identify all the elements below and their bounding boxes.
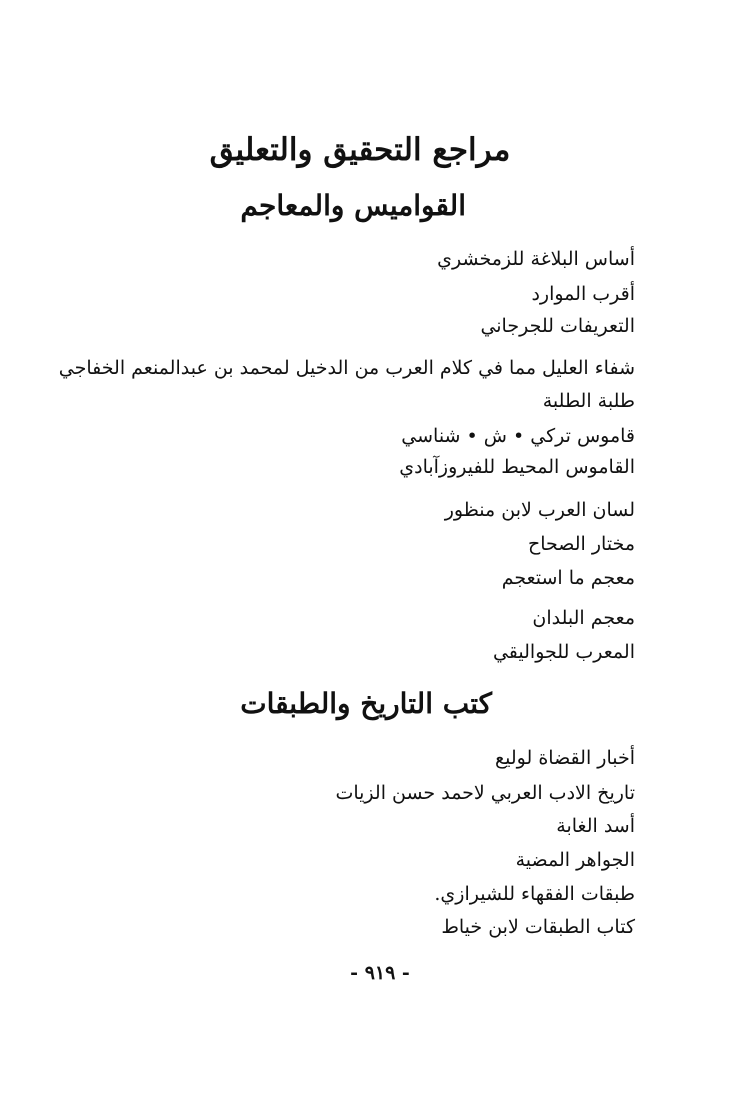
reference-entry: القاموس المحيط للفيروزآبادي (399, 456, 635, 478)
section-title-history: كتب التاريخ والطبقات (240, 687, 492, 720)
reference-entry: أسد الغابة (556, 815, 635, 837)
reference-entry: شفاء العليل مما في كلام العرب من الدخيل لمحمد بن عبدالمنعم الخفاجي (58, 357, 635, 379)
reference-entry: أساس البلاغة للزمخشري (437, 248, 635, 270)
reference-entry: الجواهر المضية (515, 849, 635, 871)
page-title: مراجع التحقيق والتعليق (209, 132, 511, 168)
section-title-dictionaries: القواميس والمعاجم (240, 189, 466, 222)
reference-entry: مختار الصحاح (527, 533, 635, 555)
reference-entry: التعريفات للجرجاني (480, 315, 635, 337)
reference-entry: أخبار القضاة لوليع (495, 747, 635, 769)
reference-entry: كتاب الطبقات لابن خياط (441, 916, 635, 938)
reference-entry: طلبة الطلبة (542, 390, 635, 412)
reference-entry: أقرب الموارد (531, 283, 635, 305)
reference-entry: معجم البلدان (532, 607, 635, 629)
reference-entry: تاريخ الادب العربي لاحمد حسن الزيات (335, 782, 635, 804)
reference-entry: لسان العرب لابن منظور (444, 499, 635, 521)
reference-entry: طبقات الفقهاء للشيرازي. (434, 883, 635, 905)
page-number: - ٩١٩ - (350, 962, 410, 984)
reference-entry: معجم ما استعجم (501, 567, 635, 589)
reference-entry: المعرب للجواليقي (492, 641, 635, 663)
reference-entry: قاموس تركي • ش • شناسي (401, 425, 635, 447)
